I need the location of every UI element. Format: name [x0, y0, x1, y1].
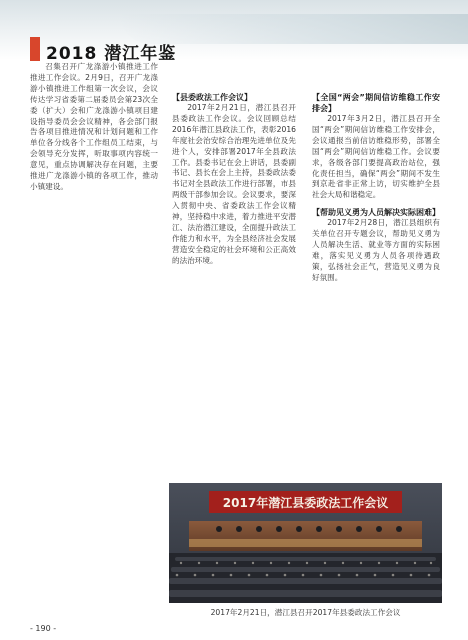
meeting-photo — [169, 483, 442, 603]
body-paragraph: 召集召开广龙涤游小镇推进工作推进工作会议。2月9日，召开广龙涤游小镇推进工作组第一次会议，会议传达学习省委第二届委员会第23次全委（扩大）会和广龙涤游小镇项目建设指导委员会会议精神，各会部门报告各项目推进情况和计划问题和工作单位各分线各个工作组员工结束，与会领导充分发挥，听取事项内容统一意见，重点协调解决存在问题，主要推进广龙涤游小镇的各项工作，推动小镇建设。 — [30, 62, 158, 191]
banner-text: 2017年潜江县委政法工作会议 — [222, 496, 389, 510]
yearbook-year: 2018 — [46, 44, 98, 64]
page-number: - 190 - — [30, 624, 57, 633]
body-paragraph: 2017年2月28日，潜江县组织有关单位召开专题会议，帮助见义勇为人员解决生活、就业等方面的实际困难，落实见义勇为人员各项待遇政策，弘扬社会正气，营造见义勇为良好氛围。 — [312, 218, 440, 282]
text-column-2 — [172, 92, 296, 472]
yearbook-title: 潜江年鉴 — [104, 44, 177, 64]
body-paragraph: 2017年3月2日，潜江县召开全国“两会”期间信访维稳工作安排会，会议通报当前信访维稳形势，部署全国“两会”期间信访维稳工作。会议要求，各级各部门要提高政治站位，强化责任担当，确保“两会”期间不发生到京赴省非正常上访，切实维护全县社会大局和谐稳定。 — [312, 114, 440, 200]
meeting-photo-illustration — [169, 483, 442, 603]
section-heading: 【县委政法工作会议】 — [172, 93, 252, 102]
header-accent-bar — [30, 37, 40, 61]
text-column-1 — [30, 62, 158, 622]
section-heading: 【全国“两会”期间信访维稳工作安排会】 — [312, 93, 440, 113]
section-heading: 【帮助见义勇为人员解决实际困难】 — [312, 208, 440, 218]
photo-caption: 2017年2月21日，潜江县召开2017年县委政法工作会议 — [210, 608, 401, 617]
page-header — [0, 0, 468, 64]
text-column-3 — [312, 92, 440, 472]
body-paragraph: 2017年2月21日，潜江县召开县委政法工作会议。会议回顾总结2016年潜江县政法工作，表彰2016年度社会治安综合治理先进单位及先进个人，安排部署2017年全县政法工作。县委书记在会上讲话，县委副书记、县长在会上主持，县委政法委书记对全县政法工作进行部署，市县两级干部参加会议。会议要求，要深入贯彻中央、省委政法工作会议精神，坚持稳中求进，着力推进平安潜江、法治潜江建设，全面提升政法工作能力和水平，为全县经济社会发展营造安全稳定的社会环境和公正高效的法治环境。 — [172, 103, 296, 265]
running-title — [46, 39, 176, 64]
